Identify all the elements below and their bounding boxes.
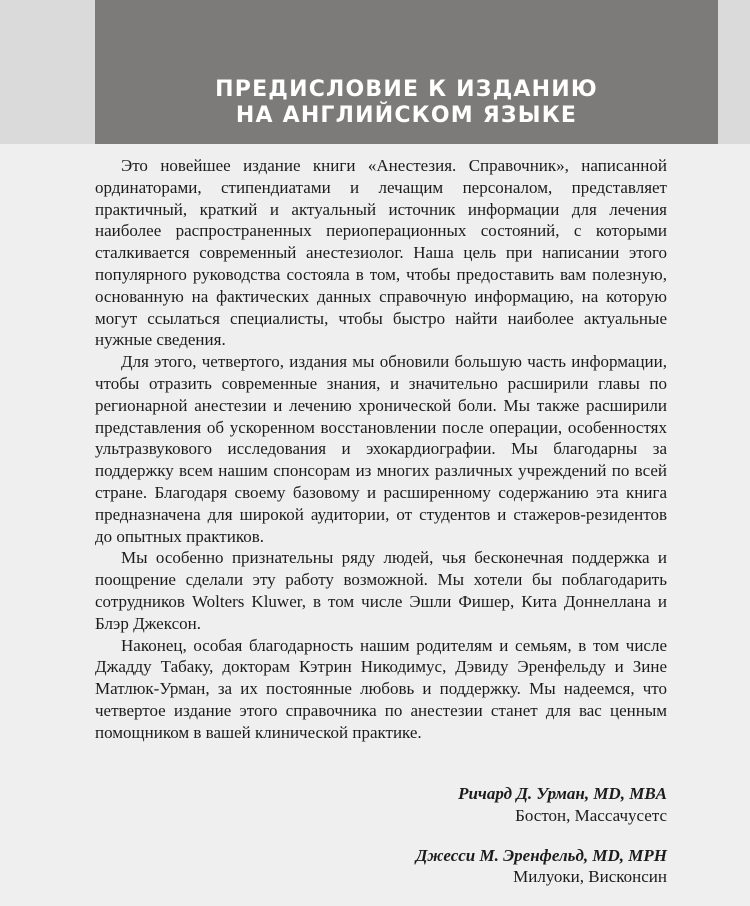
signature-place-2: Милуоки, Висконсин [513, 867, 667, 887]
chapter-header [95, 0, 718, 144]
preface-body [95, 155, 667, 744]
paragraph-2: Для этого, четвертого, издания мы обновили большую часть информации, чтобы отразить современные знания, и значительно расширили главы по регионарной анестезии и лечению хронической боли. Мы также расширили представления об ускоренном восстановлении после операции, особенностях ультразвукового исследования и эхокардиографии. Мы благодарны за поддержку всем нашим спонсорам из многих различных учреждений по всей стране. Благодаря своему базовому и расширенному содержанию эта книга предназначена для широкой аудитории, от студентов и стажеров-резидентов до опытных практиков. [95, 352, 667, 546]
chapter-title-line-2: НА АНГЛИЙСКОМ ЯЗЫКЕ [235, 103, 578, 128]
paragraph-1: Это новейшее издание книги «Анестезия. Справочник», написанной ординаторами, стипендиатами и лечащим персоналом, представляет практичный, краткий и актуальный источник информации для лечения наиболее распространенных периоперационных состояний, с которыми сталкивается современный анестезиолог. Наша цель при написании этого популярного руководства состояла в том, чтобы предоставить вам полезную, основанную на фактических данных справочную информацию, на которую могут ссылаться специалисты, чтобы быстро найти наиболее актуальные нужные сведения. [95, 156, 667, 350]
chapter-title-line-1: ПРЕДИСЛОВИЕ К ИЗДАНИЮ [215, 77, 598, 102]
paragraph-3: Мы особенно признательны ряду людей, чья бесконечная поддержка и поощрение сделали эту работу возможной. Мы хотели бы поблагодарить сотрудников Wolters Kluwer, в том числе Эшли Фишер, Кита Доннеллана и Блэр Джексон. [95, 548, 667, 633]
signature-place-1: Бостон, Массачусетс [515, 805, 667, 825]
paragraph-4: Наконец, особая благодарность нашим родителям и семьям, в том числе Джадду Табаку, докторам Кэтрин Никодимус, Дэвиду Эренфельду и Зине Матлюк-Урман, за их постоянные любовь и поддержку. Мы надеемся, что четвертое издание этого справочника по анестезии станет для вас ценным помощником в вашей клинической практике. [95, 635, 667, 742]
signature-name-2: Джесси М. Эренфельд, MD, MPH [415, 845, 667, 865]
signature-name-1: Ричард Д. Урман, MD, MBA [458, 784, 667, 803]
right-margin-strip [718, 0, 750, 144]
signature-block [95, 783, 667, 906]
chapter-title [95, 77, 718, 129]
left-margin-strip [0, 0, 95, 144]
